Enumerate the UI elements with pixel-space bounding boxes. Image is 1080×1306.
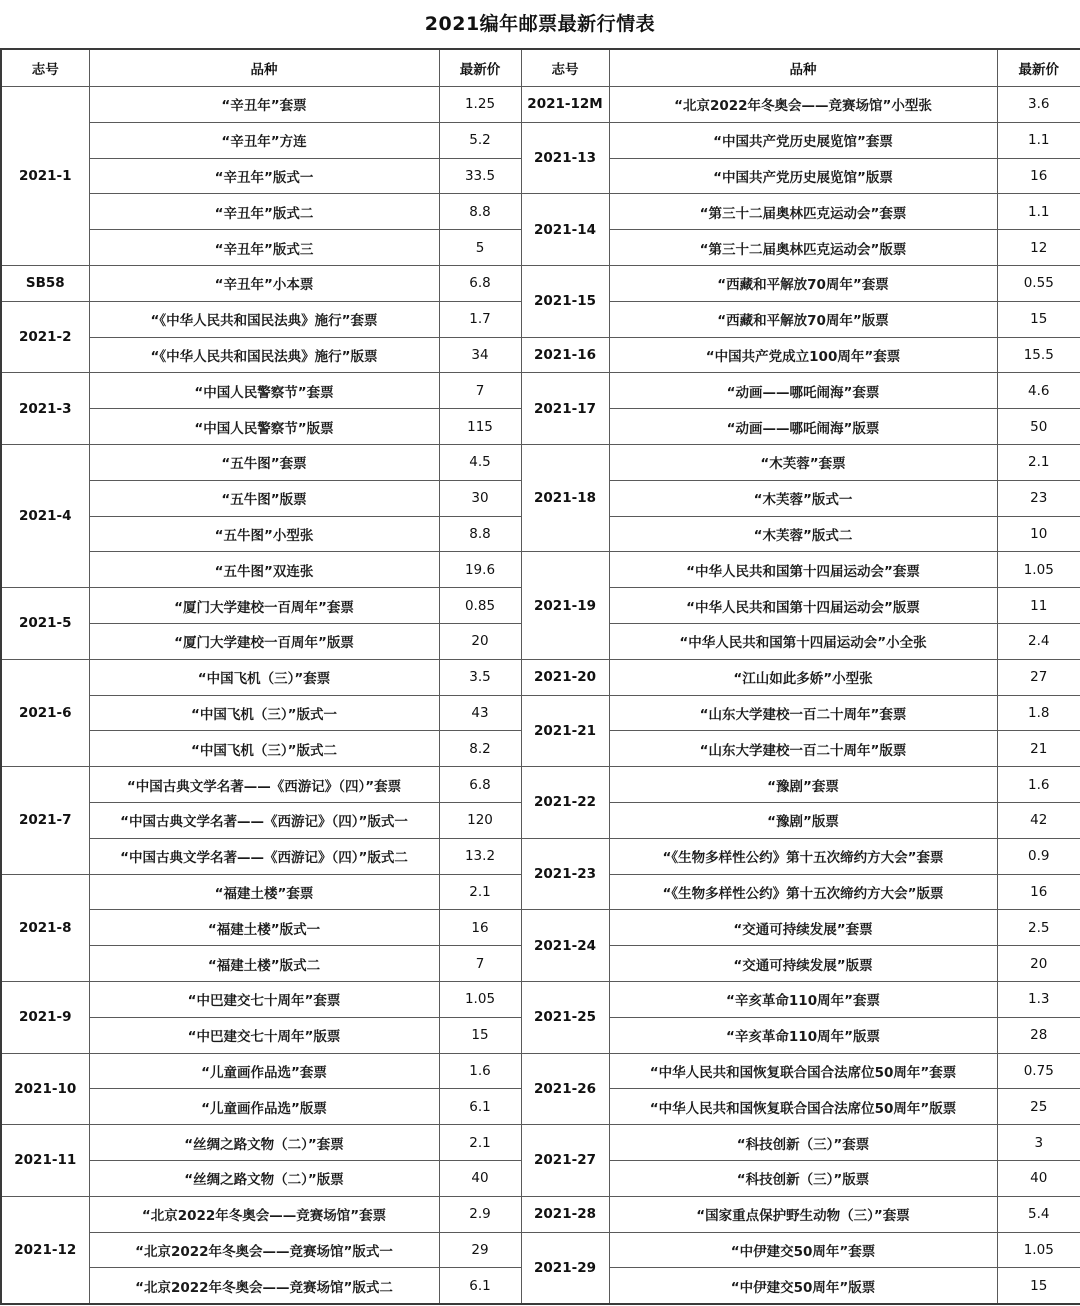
table-row bbox=[1, 1053, 1080, 1089]
latest-price: 7 bbox=[439, 946, 521, 982]
latest-price: 6.8 bbox=[439, 767, 521, 803]
stamp-variety: “西藏和平解放70周年”版票 bbox=[609, 301, 997, 337]
latest-price: 11 bbox=[997, 588, 1080, 624]
stamp-variety: “北京2022年冬奥会——竞赛场馆”版式一 bbox=[89, 1232, 439, 1268]
latest-price: 29 bbox=[439, 1232, 521, 1268]
stamp-variety: “辛亥革命110周年”版票 bbox=[609, 1017, 997, 1053]
latest-price: 33.5 bbox=[439, 158, 521, 194]
stamp-variety: “《生物多样性公约》第十五次缔约方大会”套票 bbox=[609, 838, 997, 874]
stamp-variety: “第三十二届奥林匹克运动会”套票 bbox=[609, 194, 997, 230]
latest-price: 42 bbox=[997, 802, 1080, 838]
stamp-variety: “中国人民警察节”版票 bbox=[89, 409, 439, 445]
latest-price: 1.05 bbox=[997, 1232, 1080, 1268]
table-body bbox=[1, 87, 1080, 1305]
latest-price: 2.1 bbox=[439, 1125, 521, 1161]
stamp-variety: “中国共产党历史展览馆”套票 bbox=[609, 122, 997, 158]
table-row bbox=[1, 838, 1080, 874]
table-header-row bbox=[1, 49, 1080, 87]
latest-price: 43 bbox=[439, 695, 521, 731]
table-row bbox=[1, 87, 1080, 123]
header-variety-left: 品种 bbox=[89, 49, 439, 87]
stamp-variety: “辛丑年”版式二 bbox=[89, 194, 439, 230]
issue-number: 2021-22 bbox=[521, 767, 609, 839]
header-price-left: 最新价 bbox=[439, 49, 521, 87]
table-row bbox=[1, 1125, 1080, 1161]
latest-price: 15 bbox=[997, 301, 1080, 337]
stamp-variety: “丝绸之路文物（二）”版票 bbox=[89, 1160, 439, 1196]
issue-number: 2021-13 bbox=[521, 122, 609, 194]
issue-number: 2021-4 bbox=[1, 444, 89, 587]
stamp-variety: “《生物多样性公约》第十五次缔约方大会”版票 bbox=[609, 874, 997, 910]
stamp-variety: “科技创新（三）”版票 bbox=[609, 1160, 997, 1196]
latest-price: 7 bbox=[439, 373, 521, 409]
stamp-variety: “中国古典文学名著——《西游记》（四）”版式二 bbox=[89, 838, 439, 874]
latest-price: 40 bbox=[997, 1160, 1080, 1196]
table-row bbox=[1, 767, 1080, 803]
stamp-variety: “中伊建交50周年”套票 bbox=[609, 1232, 997, 1268]
latest-price: 1.1 bbox=[997, 122, 1080, 158]
latest-price: 2.4 bbox=[997, 623, 1080, 659]
stamp-variety: “国家重点保护野生动物（三）”套票 bbox=[609, 1196, 997, 1232]
stamp-variety: “中华人民共和国第十四届运动会”小全张 bbox=[609, 623, 997, 659]
latest-price: 120 bbox=[439, 802, 521, 838]
issue-number: 2021-24 bbox=[521, 910, 609, 982]
issue-number: 2021-19 bbox=[521, 552, 609, 659]
latest-price: 50 bbox=[997, 409, 1080, 445]
issue-number: 2021-1 bbox=[1, 87, 89, 266]
latest-price: 115 bbox=[439, 409, 521, 445]
stamp-variety: “北京2022年冬奥会——竞赛场馆”套票 bbox=[89, 1196, 439, 1232]
latest-price: 16 bbox=[997, 158, 1080, 194]
stamp-variety: “第三十二届奥林匹克运动会”版票 bbox=[609, 230, 997, 266]
stamp-variety: “五牛图”小型张 bbox=[89, 516, 439, 552]
stamp-variety: “中国共产党历史展览馆”版票 bbox=[609, 158, 997, 194]
stamp-variety: “北京2022年冬奥会——竞赛场馆”版式二 bbox=[89, 1268, 439, 1304]
issue-number: 2021-25 bbox=[521, 981, 609, 1053]
latest-price: 15 bbox=[439, 1017, 521, 1053]
latest-price: 1.6 bbox=[997, 767, 1080, 803]
latest-price: 3.6 bbox=[997, 87, 1080, 123]
table-row bbox=[1, 373, 1080, 409]
stamp-variety: “福建土楼”套票 bbox=[89, 874, 439, 910]
stamp-variety: “辛丑年”套票 bbox=[89, 87, 439, 123]
issue-number: 2021-18 bbox=[521, 444, 609, 551]
issue-number: 2021-7 bbox=[1, 767, 89, 874]
latest-price: 6.1 bbox=[439, 1089, 521, 1125]
latest-price: 5.4 bbox=[997, 1196, 1080, 1232]
latest-price: 3.5 bbox=[439, 659, 521, 695]
issue-number: 2021-8 bbox=[1, 874, 89, 981]
stamp-variety: “中华人民共和国恢复联合国合法席位50周年”套票 bbox=[609, 1053, 997, 1089]
stamp-variety: “中巴建交七十周年”版票 bbox=[89, 1017, 439, 1053]
latest-price: 4.5 bbox=[439, 444, 521, 480]
stamp-variety: “福建土楼”版式二 bbox=[89, 946, 439, 982]
table-row bbox=[1, 552, 1080, 588]
stamp-variety: “辛丑年”小本票 bbox=[89, 265, 439, 301]
table-row bbox=[1, 910, 1080, 946]
stamp-variety: “中国飞机（三）”版式一 bbox=[89, 695, 439, 731]
latest-price: 40 bbox=[439, 1160, 521, 1196]
stamp-variety: “辛丑年”版式一 bbox=[89, 158, 439, 194]
latest-price: 25 bbox=[997, 1089, 1080, 1125]
latest-price: 4.6 bbox=[997, 373, 1080, 409]
latest-price: 1.8 bbox=[997, 695, 1080, 731]
table-row bbox=[1, 981, 1080, 1017]
latest-price: 0.55 bbox=[997, 265, 1080, 301]
issue-number: 2021-26 bbox=[521, 1053, 609, 1125]
issue-number: 2021-23 bbox=[521, 838, 609, 910]
issue-number: 2021-12 bbox=[1, 1196, 89, 1304]
latest-price: 2.5 bbox=[997, 910, 1080, 946]
latest-price: 0.9 bbox=[997, 838, 1080, 874]
stamp-variety: “辛亥革命110周年”套票 bbox=[609, 981, 997, 1017]
stamp-variety: “中国飞机（三）”版式二 bbox=[89, 731, 439, 767]
issue-number: 2021-17 bbox=[521, 373, 609, 445]
issue-number: 2021-12M bbox=[521, 87, 609, 123]
stamp-variety: “山东大学建校一百二十周年”版票 bbox=[609, 731, 997, 767]
stamp-variety: “五牛图”套票 bbox=[89, 444, 439, 480]
latest-price: 0.75 bbox=[997, 1053, 1080, 1089]
issue-number: 2021-3 bbox=[1, 373, 89, 445]
latest-price: 34 bbox=[439, 337, 521, 373]
latest-price: 8.8 bbox=[439, 516, 521, 552]
issue-number: 2021-6 bbox=[1, 659, 89, 766]
latest-price: 6.1 bbox=[439, 1268, 521, 1304]
stamp-variety: “山东大学建校一百二十周年”套票 bbox=[609, 695, 997, 731]
stamp-variety: “科技创新（三）”套票 bbox=[609, 1125, 997, 1161]
page-title: 2021编年邮票最新行情表 bbox=[424, 13, 656, 35]
latest-price: 15.5 bbox=[997, 337, 1080, 373]
table-row bbox=[1, 659, 1080, 695]
stamp-variety: “《中华人民共和国民法典》施行”套票 bbox=[89, 301, 439, 337]
stamp-variety: “厦门大学建校一百周年”套票 bbox=[89, 588, 439, 624]
stamp-variety: “木芙蓉”版式二 bbox=[609, 516, 997, 552]
issue-number: 2021-29 bbox=[521, 1232, 609, 1304]
header-issue-right: 志号 bbox=[521, 49, 609, 87]
issue-number: 2021-15 bbox=[521, 265, 609, 337]
latest-price: 8.2 bbox=[439, 731, 521, 767]
issue-number: 2021-28 bbox=[521, 1196, 609, 1232]
stamp-variety: “中巴建交七十周年”套票 bbox=[89, 981, 439, 1017]
stamp-variety: “中华人民共和国第十四届运动会”套票 bbox=[609, 552, 997, 588]
header-issue-left: 志号 bbox=[1, 49, 89, 87]
stamp-variety: “动画——哪吒闹海”套票 bbox=[609, 373, 997, 409]
stamp-variety: “江山如此多娇”小型张 bbox=[609, 659, 997, 695]
stamp-variety: “辛丑年”方连 bbox=[89, 122, 439, 158]
stamp-variety: “豫剧”版票 bbox=[609, 802, 997, 838]
issue-number: 2021-14 bbox=[521, 194, 609, 266]
stamp-variety: “福建土楼”版式一 bbox=[89, 910, 439, 946]
stamp-variety: “五牛图”版票 bbox=[89, 480, 439, 516]
stamp-variety: “北京2022年冬奥会——竞赛场馆”小型张 bbox=[609, 87, 997, 123]
issue-number: 2021-10 bbox=[1, 1053, 89, 1125]
stamp-variety: “中国人民警察节”套票 bbox=[89, 373, 439, 409]
latest-price: 1.7 bbox=[439, 301, 521, 337]
latest-price: 10 bbox=[997, 516, 1080, 552]
stamp-variety: “厦门大学建校一百周年”版票 bbox=[89, 623, 439, 659]
stamp-variety: “豫剧”套票 bbox=[609, 767, 997, 803]
stamp-variety: “中国飞机（三）”套票 bbox=[89, 659, 439, 695]
issue-number: 2021-16 bbox=[521, 337, 609, 373]
stamp-variety: “西藏和平解放70周年”套票 bbox=[609, 265, 997, 301]
table-row bbox=[1, 122, 1080, 158]
latest-price: 1.1 bbox=[997, 194, 1080, 230]
latest-price: 16 bbox=[439, 910, 521, 946]
table-row bbox=[1, 1196, 1080, 1232]
stamp-variety: “木芙蓉”套票 bbox=[609, 444, 997, 480]
latest-price: 5.2 bbox=[439, 122, 521, 158]
issue-number: SB58 bbox=[1, 265, 89, 301]
latest-price: 0.85 bbox=[439, 588, 521, 624]
latest-price: 19.6 bbox=[439, 552, 521, 588]
table-row bbox=[1, 194, 1080, 230]
issue-number: 2021-21 bbox=[521, 695, 609, 767]
stamp-variety: “中华人民共和国恢复联合国合法席位50周年”版票 bbox=[609, 1089, 997, 1125]
stamp-variety: “中伊建交50周年”版票 bbox=[609, 1268, 997, 1304]
header-price-right: 最新价 bbox=[997, 49, 1080, 87]
stamp-variety: “丝绸之路文物（二）”套票 bbox=[89, 1125, 439, 1161]
latest-price: 28 bbox=[997, 1017, 1080, 1053]
latest-price: 1.05 bbox=[997, 552, 1080, 588]
stamp-variety: “交通可持续发展”套票 bbox=[609, 910, 997, 946]
latest-price: 1.6 bbox=[439, 1053, 521, 1089]
latest-price: 2.9 bbox=[439, 1196, 521, 1232]
latest-price: 21 bbox=[997, 731, 1080, 767]
stamp-price-table bbox=[0, 48, 1080, 1305]
stamp-variety: “辛丑年”版式三 bbox=[89, 230, 439, 266]
latest-price: 1.25 bbox=[439, 87, 521, 123]
latest-price: 6.8 bbox=[439, 265, 521, 301]
latest-price: 12 bbox=[997, 230, 1080, 266]
issue-number: 2021-27 bbox=[521, 1125, 609, 1197]
stamp-variety: “中国古典文学名著——《西游记》（四）”版式一 bbox=[89, 802, 439, 838]
latest-price: 8.8 bbox=[439, 194, 521, 230]
latest-price: 20 bbox=[439, 623, 521, 659]
stamp-variety: “动画——哪吒闹海”版票 bbox=[609, 409, 997, 445]
table-row bbox=[1, 265, 1080, 301]
latest-price: 13.2 bbox=[439, 838, 521, 874]
header-variety-right: 品种 bbox=[609, 49, 997, 87]
issue-number: 2021-5 bbox=[1, 588, 89, 660]
latest-price: 20 bbox=[997, 946, 1080, 982]
issue-number: 2021-11 bbox=[1, 1125, 89, 1197]
latest-price: 1.3 bbox=[997, 981, 1080, 1017]
latest-price: 2.1 bbox=[997, 444, 1080, 480]
latest-price: 16 bbox=[997, 874, 1080, 910]
table-row bbox=[1, 1232, 1080, 1268]
stamp-variety: “交通可持续发展”版票 bbox=[609, 946, 997, 982]
latest-price: 2.1 bbox=[439, 874, 521, 910]
table-row bbox=[1, 444, 1080, 480]
stamp-variety: “儿童画作品选”版票 bbox=[89, 1089, 439, 1125]
latest-price: 30 bbox=[439, 480, 521, 516]
table-row bbox=[1, 695, 1080, 731]
issue-number: 2021-9 bbox=[1, 981, 89, 1053]
stamp-variety: “儿童画作品选”套票 bbox=[89, 1053, 439, 1089]
latest-price: 5 bbox=[439, 230, 521, 266]
stamp-variety: “中国共产党成立100周年”套票 bbox=[609, 337, 997, 373]
stamp-variety: “五牛图”双连张 bbox=[89, 552, 439, 588]
issue-number: 2021-20 bbox=[521, 659, 609, 695]
stamp-variety: “木芙蓉”版式一 bbox=[609, 480, 997, 516]
latest-price: 3 bbox=[997, 1125, 1080, 1161]
latest-price: 23 bbox=[997, 480, 1080, 516]
stamp-variety: “中国古典文学名著——《西游记》（四）”套票 bbox=[89, 767, 439, 803]
table-row bbox=[1, 337, 1080, 373]
stamp-variety: “《中华人民共和国民法典》施行”版票 bbox=[89, 337, 439, 373]
latest-price: 27 bbox=[997, 659, 1080, 695]
latest-price: 1.05 bbox=[439, 981, 521, 1017]
latest-price: 15 bbox=[997, 1268, 1080, 1304]
issue-number: 2021-2 bbox=[1, 301, 89, 373]
stamp-variety: “中华人民共和国第十四届运动会”版票 bbox=[609, 588, 997, 624]
